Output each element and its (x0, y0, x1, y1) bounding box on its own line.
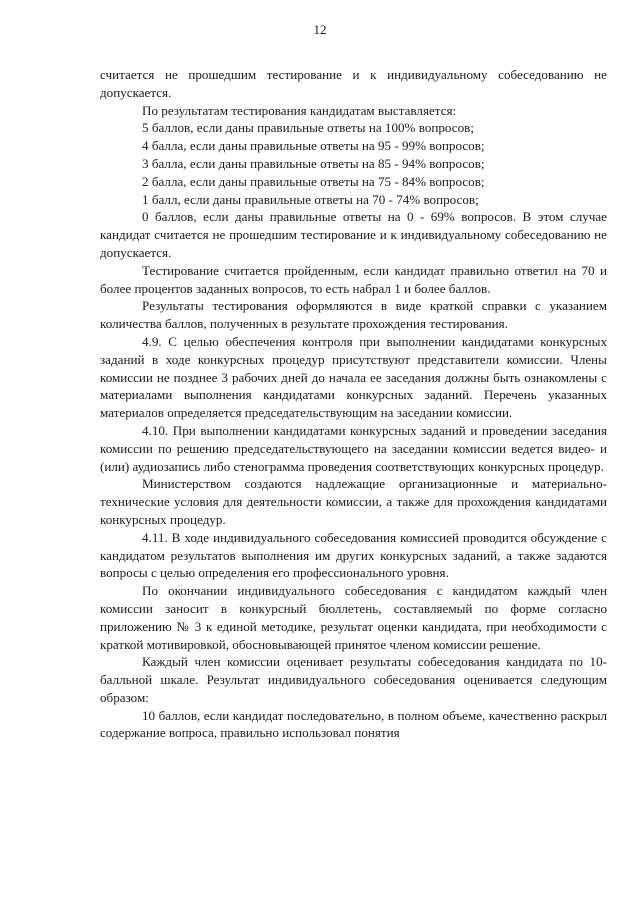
paragraph-scoring-intro: По результатам тестирования кандидатам выставляется: (142, 102, 457, 118)
paragraph-test-passed: Тестирование считается пройденным, если кандидат правильно ответил на 70 и более процентов заданных вопросов, то есть набрал 1 и более баллов. (100, 262, 607, 296)
paragraph-ten-points: 10 баллов, если кандидат последовательно, в полном объеме, качественно раскрыл содержание вопроса, правильно использовал понятия (100, 707, 607, 741)
score-item-4: 4 балла, если даны правильные ответы на 95 - 99% вопросов; (142, 138, 485, 154)
score-item-1: 1 балл, если даны правильные ответы на 70 - 74% вопросов; (142, 191, 479, 207)
paragraph-ministry: Министерством создаются надлежащие организационные и материально-технические условия для деятельности комиссии, а также для прохождения кандидатами конкурсных процедур. (100, 476, 607, 527)
score-item-3: 3 балла, если даны правильные ответы на 85 - 94% вопросов; (142, 155, 485, 171)
score-item-0: 0 баллов, если даны правильные ответы на 0 - 69% вопросов. В этом случае кандидат считается не прошедшим тестирование и к индивидуальному собеседованию не допускается. (100, 209, 607, 260)
clause-4-10: 4.10. При выполнении кандидатами конкурсных заданий и проведении заседания комиссии по решению председательствующего на заседании комиссии ведется видео- и (или) аудиозапись либо стенограмма проведения соответствующих конкурсных процедур. (100, 422, 607, 474)
score-item-2: 2 балла, если даны правильные ответы на 75 - 84% вопросов; (142, 173, 485, 189)
page-number: 12 (313, 22, 327, 37)
document-body (100, 66, 607, 742)
paragraph-test-results: Результаты тестирования оформляются в виде краткой справки с указанием количества баллов, полученных в результате прохождения тестирования. (100, 298, 607, 332)
paragraph-ten-point-scale: Каждый член комиссии оценивает результаты собеседования кандидата по 10-балльной шкале. Результат индивидуального собеседования оценивается следующим образом: (100, 654, 607, 705)
clause-4-11: 4.11. В ходе индивидуального собеседования комиссией проводится обсуждение с кандидатом результатов выполнения им других конкурсных заданий, а также задаются вопросы с целью определения его профессионального уровня. (100, 529, 607, 581)
clause-4-9: 4.9. С целью обеспечения контроля при выполнении кандидатами конкурсных заданий в ходе конкурсных процедур присутствуют представители комиссии. Члены комиссии не позднее 3 рабочих дней до начала ее заседания должны быть ознакомлены с материалами выполнения кандидатами конкурсных заданий. Перечень указанных материалов определяется председательствующим на заседании комиссии. (100, 333, 607, 421)
score-item-5: 5 баллов, если даны правильные ответы на 100% вопросов; (142, 120, 474, 136)
paragraph-bulletin: По окончании индивидуального собеседования с кандидатом каждый член комиссии заносит в конкурсный бюллетень, составляемый по форме согласно приложению № 3 к единой методике, результат оценки кандидата, при необходимости с краткой мотивировкой, обосновывающей принятое членом комиссии решение. (100, 583, 607, 652)
paragraph-continuation: считается не прошедшим тестирование и к индивидуальному собеседованию не допускается. (100, 67, 607, 100)
